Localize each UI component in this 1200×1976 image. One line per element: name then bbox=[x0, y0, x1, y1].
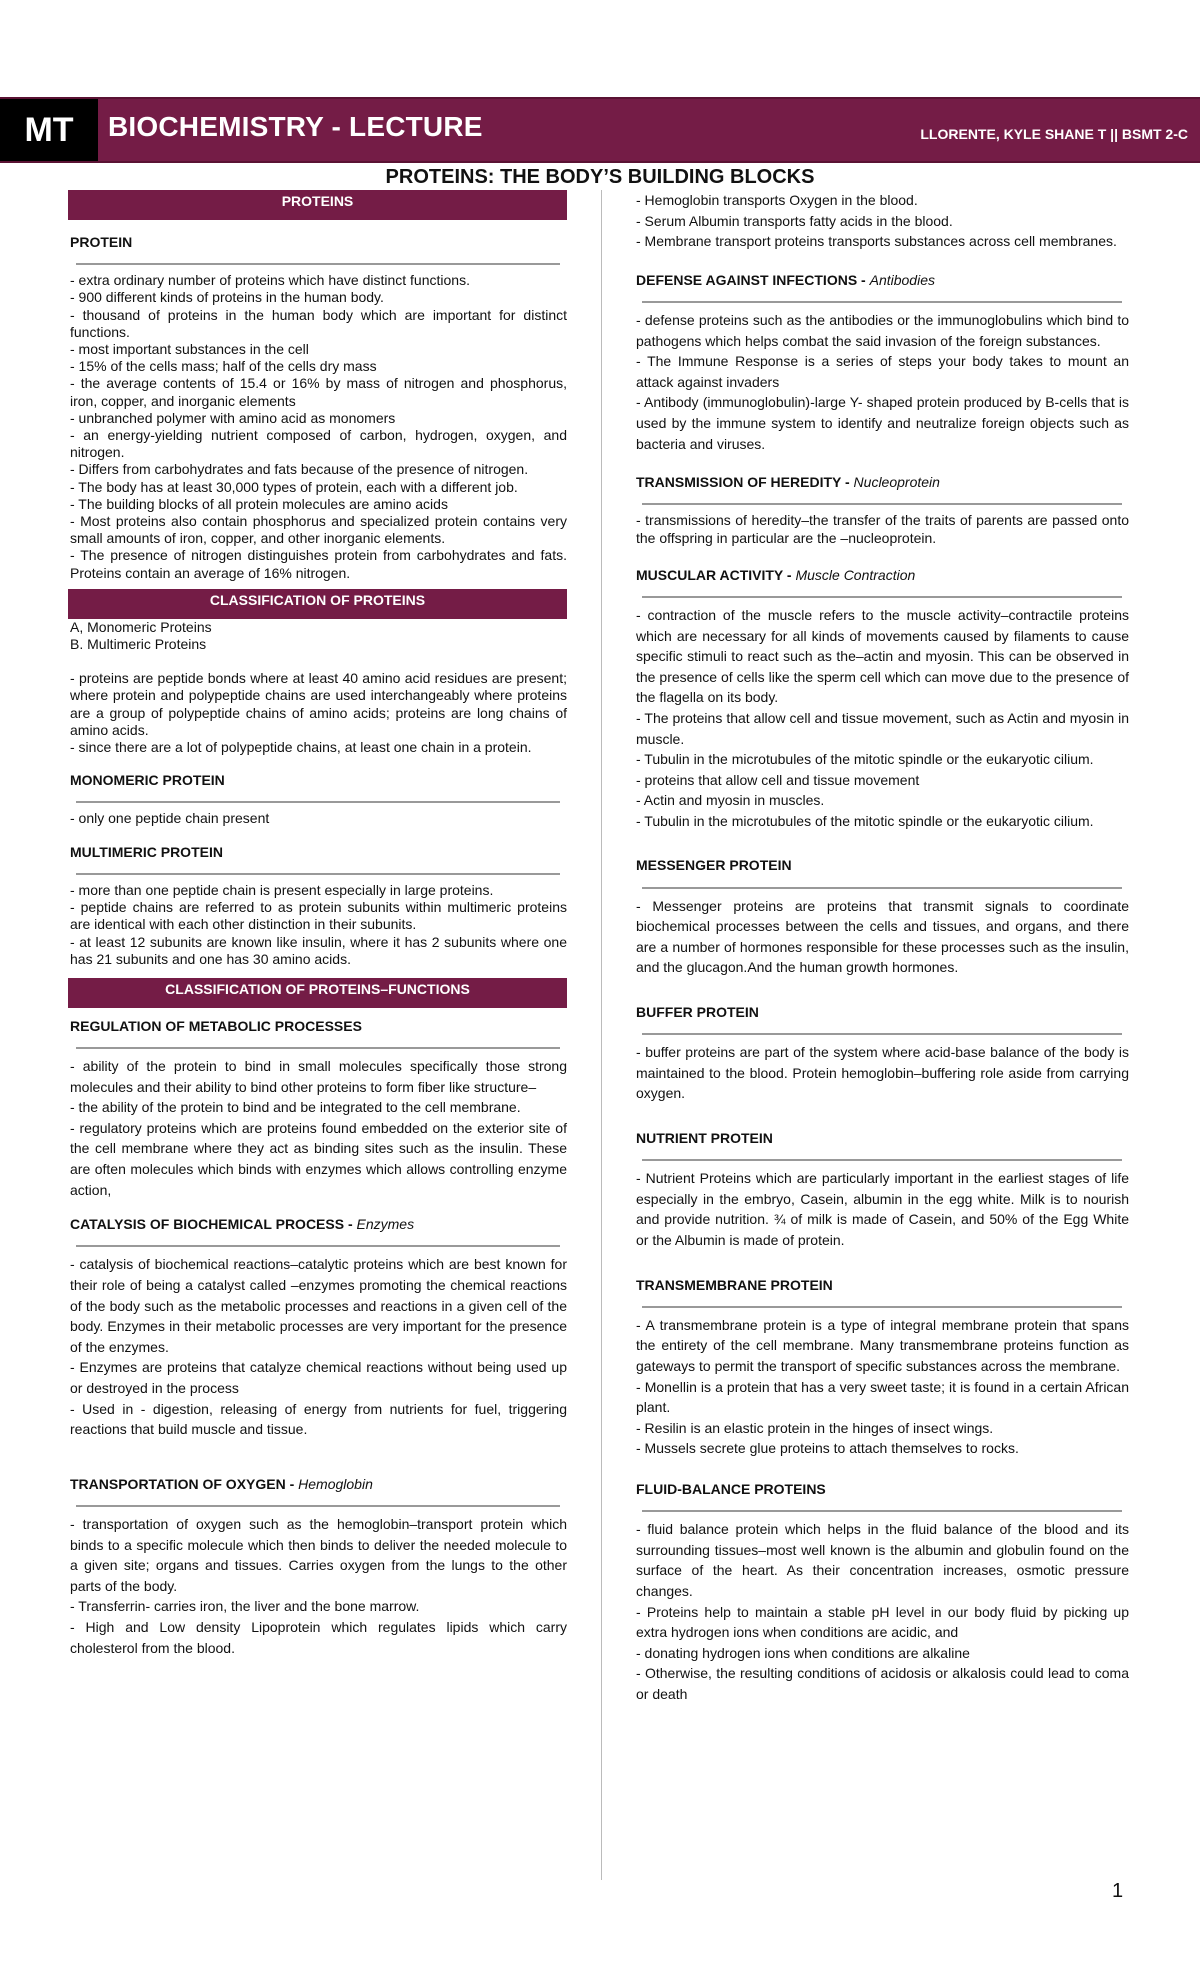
section-rule bbox=[642, 503, 1122, 505]
paragraph-line: - The body has at least 30,000 types of protein, each with a different job. bbox=[70, 478, 518, 495]
section-band-proteins: PROTEINS bbox=[68, 190, 567, 220]
lecture-header bbox=[0, 97, 1200, 163]
muscular-paragraphs bbox=[636, 605, 1129, 832]
section-rule bbox=[76, 1047, 560, 1049]
section-rule bbox=[642, 301, 1122, 303]
paragraph-line: - 15% of the cells mass; half of the cells dry mass bbox=[70, 358, 377, 375]
paragraph-line: - at least 12 subunits are known like insulin, where it has 2 subunits where one has 21 subunits and one has 30 amino acids. bbox=[70, 933, 567, 967]
heading-subtitle: Muscle Contraction bbox=[795, 566, 916, 583]
section-heading: NUTRIENT PROTEIN bbox=[636, 1130, 773, 1147]
paragraph-line: - Used in - digestion, releasing of energy from nutrients for fuel, triggering reactions that build muscle and tissue. bbox=[70, 1400, 567, 1438]
paragraph-line: - A transmembrane protein is a type of integral membrane protein that spans the entirety of the cell membrane. Many transmembrane proteins function as gateways to permit the transport of specific substances across the membrane. bbox=[636, 1316, 1129, 1375]
paragraph-line: - Proteins help to maintain a stable pH level in our body fluid by picking up extra hydrogen ions when conditions are acidic, and bbox=[636, 1603, 1129, 1641]
section-rule bbox=[76, 873, 560, 875]
section-heading: MULTIMERIC PROTEIN bbox=[70, 843, 223, 860]
section-rule bbox=[642, 596, 1122, 598]
multimeric-paragraphs bbox=[70, 882, 567, 968]
section-rule bbox=[76, 801, 560, 803]
paragraph-line: A, Monomeric Proteins bbox=[70, 618, 212, 635]
paragraph-line: - extra ordinary number of proteins which have distinct functions. bbox=[70, 272, 470, 289]
paragraph-line: - Messenger proteins are proteins that transmit signals to coordinate biochemical processes between the cells and tissues, and organs, and there are a number of hormones responsible for these processes such as the insulin, and the glucagon.And the human growth hormones. bbox=[636, 897, 1129, 976]
classification-list bbox=[70, 619, 567, 653]
paragraph-line: - Otherwise, the resulting conditions of acidosis or alkalosis could lead to coma or death bbox=[636, 1665, 1129, 1702]
section-rule bbox=[642, 887, 1122, 889]
paragraph-line: - Antibody (immunoglobulin)-large Y- shaped protein produced by B-cells that is used by the immune system to identify and neutralize foreign objects such as bacteria and viruses. bbox=[636, 394, 1129, 452]
paragraph-line: - proteins are peptide bonds where at least 40 amino acid residues are present; where protein and polypeptide chains are used interchangeably where proteins are a group of polypeptide chains of amino acids; proteins are long chains of amino acids. bbox=[70, 670, 567, 738]
heading-text: MUSCULAR ACTIVITY - bbox=[636, 566, 796, 583]
paragraph-line: - transportation of oxygen such as the hemoglobin–transport protein which binds to a specific molecule which then binds to deliver the needed molecule to a given site; organs and tissues. Carries oxygen from the lungs to the other parts of the body. bbox=[70, 1516, 567, 1594]
right-column bbox=[636, 190, 1129, 1705]
paragraph-line: B. Multimeric Proteins bbox=[70, 636, 207, 653]
paragraph-line: - the average contents of 15.4 or 16% by mass of nitrogen and phosphorus, iron, copper, and inorganic elements bbox=[70, 375, 567, 409]
section-rule bbox=[642, 1033, 1122, 1035]
paragraph-line: - an energy-yielding nutrient composed of carbon, hydrogen, oxygen, and nitrogen. bbox=[70, 427, 567, 461]
course-title: BIOCHEMISTRY - LECTURE bbox=[108, 111, 483, 142]
section-heading: MESSENGER PROTEIN bbox=[636, 857, 792, 874]
heading-text: CATALYSIS OF BIOCHEMICAL PROCESS - bbox=[70, 1216, 357, 1233]
heading-text: DEFENSE AGAINST INFECTIONS - bbox=[636, 271, 870, 288]
paragraph-line: - Nutrient Proteins which are particularly important in the earliest stages of life especially in the embryo, Casein, albumin in the egg white. Milk is to nourish and provide nutrition. ¾ of milk is made of Casein, and 50% of the Egg White or the Albumin is made of protein. bbox=[636, 1170, 1129, 1249]
buffer-paragraphs bbox=[636, 1042, 1129, 1104]
paragraph-line: - The Immune Response is a series of steps your body takes to mount an attack against invaders bbox=[636, 353, 1129, 390]
monomeric-paragraphs bbox=[70, 810, 567, 827]
messenger-paragraphs bbox=[636, 896, 1129, 978]
heading-subtitle: Antibodies bbox=[869, 271, 935, 288]
paragraph-line: - ability of the protein to bind in small molecules specifically those strong molecules and their ability to bind other proteins to form fiber like structure– bbox=[70, 1058, 567, 1095]
paragraph-line: - Hemoglobin transports Oxygen in the blood. bbox=[636, 192, 918, 208]
paragraph-line: - thousand of proteins in the human body which are important for distinct functions. bbox=[70, 306, 567, 340]
heading-text: TRANSMISSION OF HEREDITY - bbox=[636, 474, 854, 491]
nutrient-paragraphs bbox=[636, 1168, 1129, 1250]
section-heading: TRANSMEMBRANE PROTEIN bbox=[636, 1276, 833, 1293]
paragraph-line: - The building blocks of all protein molecules are amino acids bbox=[70, 495, 448, 512]
paragraph-line: - Actin and myosin in muscles. bbox=[636, 792, 825, 809]
section-heading: REGULATION OF METABOLIC PROCESSES bbox=[70, 1017, 362, 1034]
section-rule bbox=[642, 1510, 1122, 1512]
paragraph-line: - buffer proteins are part of the system where acid-base balance of the body is maintained to the blood. Protein hemoglobin–buffering role aside from carrying oxygen. bbox=[636, 1044, 1129, 1102]
fluid-balance-paragraphs bbox=[636, 1519, 1129, 1704]
paragraph-line: - Differs from carbohydrates and fats because of the presence of nitrogen. bbox=[70, 461, 529, 478]
paragraph-line: - Most proteins also contain phosphorus and specialized protein contains very small amounts of iron, copper, and other inorganic elements. bbox=[70, 513, 567, 547]
paragraph-line: - transmissions of heredity–the transfer of the traits of parents are passed onto the offspring in particular are the –nucleoprotein. bbox=[636, 512, 1129, 546]
paragraph-line: - Transferrin- carries iron, the liver and the bone marrow. bbox=[70, 1598, 420, 1615]
column-divider bbox=[601, 190, 602, 1880]
section-heading: MONOMERIC PROTEIN bbox=[70, 772, 225, 789]
paragraph-line: - Resilin is an elastic protein in the hinges of insect wings. bbox=[636, 1419, 994, 1436]
heading-subtitle: Nucleoprotein bbox=[853, 474, 940, 491]
page-number: 1 bbox=[1112, 1880, 1124, 1902]
paragraph-line: - the ability of the protein to bind and be integrated to the cell membrane. bbox=[70, 1099, 521, 1116]
section-heading: PROTEIN bbox=[70, 234, 133, 250]
section-heading bbox=[636, 272, 1129, 289]
left-column bbox=[70, 190, 567, 1658]
heading-subtitle: Enzymes bbox=[356, 1216, 415, 1233]
author-info: LLORENTE, KYLE SHANE T || BSMT 2-C bbox=[920, 126, 1188, 142]
paragraph-line: - fluid balance protein which helps in the fluid balance of the blood and its surrounding tissues–most well known is the albumin and globulin found on the surface of the heart. As their concentration increases, osmotic pressure changes. bbox=[636, 1521, 1129, 1599]
paragraph-line: - more than one peptide chain is present especially in large proteins. bbox=[70, 881, 494, 898]
header-bar bbox=[98, 99, 1200, 161]
paragraph-line: - peptide chains are referred to as protein subunits within multimeric proteins are identical with each other distinction in their subunits. bbox=[70, 899, 567, 933]
section-heading bbox=[70, 1216, 567, 1233]
catalysis-paragraphs bbox=[70, 1254, 567, 1439]
paragraph-line: - The proteins that allow cell and tissue movement, such as Actin and myosin in muscle. bbox=[636, 709, 1129, 747]
paragraph-line: - Mussels secrete glue proteins to attach themselves to rocks. bbox=[636, 1440, 1019, 1457]
paragraph-line: - Membrane transport proteins transports substances across cell membranes. bbox=[636, 233, 1117, 250]
paragraph-line: - only one peptide chain present bbox=[70, 810, 270, 827]
mt-badge: MT bbox=[0, 99, 98, 161]
section-heading bbox=[70, 1476, 567, 1493]
section-rule bbox=[76, 263, 560, 265]
section-heading: BUFFER PROTEIN bbox=[636, 1004, 759, 1021]
paragraph-line: - most important substances in the cell bbox=[70, 341, 309, 358]
heredity-paragraphs bbox=[636, 512, 1129, 546]
heading-subtitle: Hemoglobin bbox=[298, 1475, 373, 1492]
paragraph-line: - Tubulin in the microtubules of the mitotic spindle or the eukaryotic cilium. bbox=[636, 812, 1094, 829]
section-rule bbox=[642, 1159, 1122, 1161]
page-title: PROTEINS: THE BODY’S BUILDING BLOCKS bbox=[385, 166, 815, 188]
transmembrane-paragraphs bbox=[636, 1315, 1129, 1459]
section-rule bbox=[76, 1245, 560, 1247]
section-rule bbox=[76, 1505, 560, 1507]
paragraph-line: - Enzymes are proteins that catalyze chemical reactions without being used up or destroyed in the process bbox=[70, 1359, 567, 1397]
paragraph-line: - regulatory proteins which are proteins found embedded on the exterior site of the cell membrane where they act as binding sites such as the insulin. These are often molecules which binds with enzymes which allows controlling enzyme action, bbox=[70, 1119, 567, 1198]
regulation-paragraphs bbox=[70, 1056, 567, 1200]
paragraph-line: - Tubulin in the microtubules of the mitotic spindle or the eukaryotic cilium. bbox=[636, 751, 1094, 768]
section-heading bbox=[636, 474, 1129, 491]
defense-paragraphs bbox=[636, 310, 1129, 454]
paragraph-line: - The presence of nitrogen distinguishes protein from carbohydrates and fats. Proteins contain an average of 16% nitrogen. bbox=[70, 547, 567, 581]
section-heading: FLUID-BALANCE PROTEINS bbox=[636, 1480, 826, 1497]
heading-text: TRANSPORTATION OF OXYGEN - bbox=[70, 1475, 299, 1492]
protein-paragraphs bbox=[70, 272, 567, 582]
paragraph-line: - unbranched polymer with amino acid as monomers bbox=[70, 409, 396, 426]
transport-paragraphs bbox=[70, 1514, 567, 1658]
paragraph-line: - Monellin is a protein that has a very sweet taste; it is found in a certain African plant. bbox=[636, 1378, 1129, 1416]
section-band-functions: CLASSIFICATION OF PROTEINS–FUNCTIONS bbox=[68, 978, 567, 1008]
paragraph-line: - Serum Albumin transports fatty acids in the blood. bbox=[636, 212, 953, 229]
paragraph-line: - donating hydrogen ions when conditions are alkaline bbox=[636, 1644, 970, 1661]
section-band-classification: CLASSIFICATION OF PROTEINS bbox=[68, 589, 567, 619]
transport-examples bbox=[636, 190, 1129, 252]
paragraph-line: - since there are a lot of polypeptide chains, at least one chain in a protein. bbox=[70, 739, 532, 756]
paragraph-line: - High and Low density Lipoprotein which regulates lipids which carry cholesterol from the blood. bbox=[70, 1618, 567, 1656]
paragraph-line: - proteins that allow cell and tissue movement bbox=[636, 771, 920, 788]
paragraph-line: - 900 different kinds of proteins in the human body. bbox=[70, 289, 384, 306]
paragraph-line: - defense proteins such as the antibodies or the immunoglobulins which bind to pathogens which helps combat the said invasion of the foreign substances. bbox=[636, 311, 1129, 349]
classification-paragraphs bbox=[70, 670, 567, 756]
section-heading bbox=[636, 567, 1129, 584]
paragraph-line: - catalysis of biochemical reactions–catalytic proteins which are best known for their role of being a catalyst called –enzymes promoting the chemical reactions of the body such as the metabolic processes and reactions in a given cell of the body. Enzymes in their metabolic processes are very important for the presence of the enzymes. bbox=[70, 1256, 567, 1355]
section-rule bbox=[642, 1306, 1122, 1308]
paragraph-line: - contraction of the muscle refers to the muscle activity–contractile proteins which are necessary for all kinds of movements caused by filaments to cause specific stimuli to react such as the–actin and myosin. This can be observed in the presence of cells like the sperm cell which can move due to the presence of the flagella on its body. bbox=[636, 606, 1129, 706]
